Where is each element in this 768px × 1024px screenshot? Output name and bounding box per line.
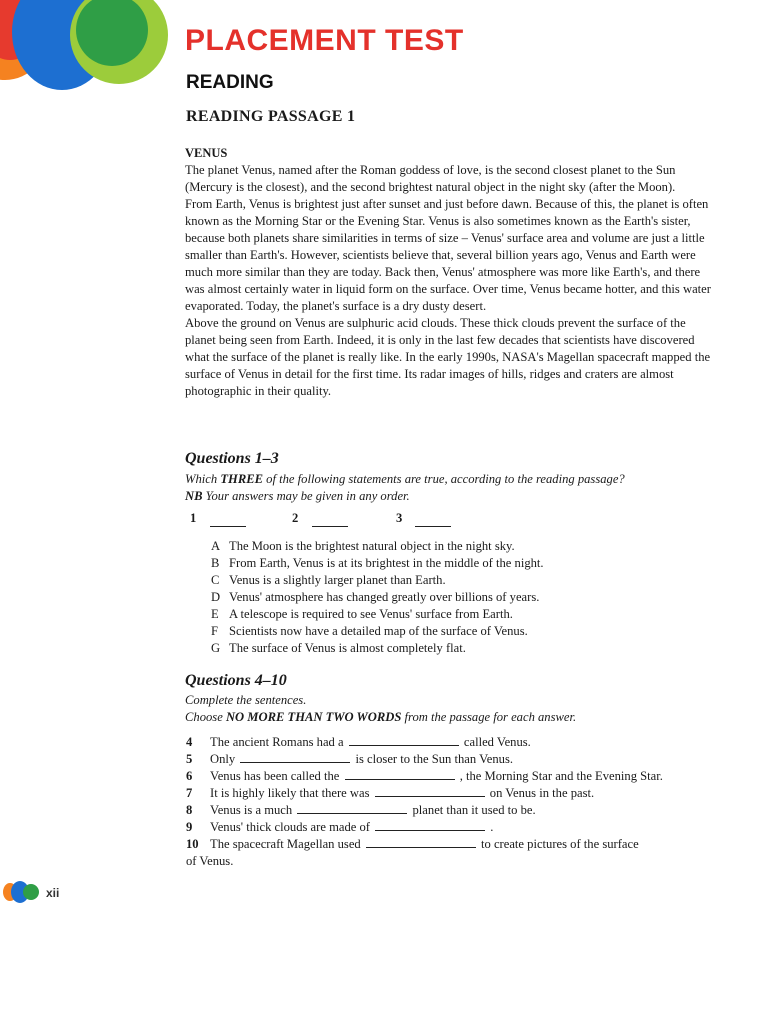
- answer-blank-2[interactable]: [312, 526, 348, 527]
- instruction-line: Complete the sentences.: [185, 693, 307, 707]
- option-b: B From Earth, Venus is at its brightest in the middle of the night.: [211, 556, 544, 570]
- answer-number: 1: [190, 511, 197, 525]
- sentence-9: 9 Venus' thick clouds are made of .: [186, 820, 494, 834]
- statement-options: [211, 538, 544, 657]
- questions-1-3-heading: Questions 1–3: [185, 450, 279, 467]
- answer-gap[interactable]: [375, 785, 485, 797]
- answer-gap[interactable]: [366, 836, 476, 848]
- passage-heading: READING PASSAGE 1: [186, 108, 356, 125]
- instruction-line: Which THREE of the following statements are true, according to the reading passage?: [185, 472, 625, 486]
- reading-passage: [185, 145, 715, 400]
- instruction-line: Choose NO MORE THAN TWO WORDS from the passage for each answer.: [185, 710, 577, 724]
- footer-circles: [3, 880, 41, 906]
- sentence-7: 7 It is highly likely that there was on Venus in the past.: [186, 786, 595, 800]
- sentence-6: 6 Venus has been called the , the Morning Star and the Evening Star.: [186, 769, 663, 783]
- answer-gap[interactable]: [375, 819, 485, 831]
- passage-paragraph: The planet Venus, named after the Roman goddess of love, is the second closest planet to the Sun (Mercury is the closest), and the second brightest natural object in the night sky (after the Moon).: [185, 163, 676, 194]
- questions-4-10-heading: Questions 4–10: [185, 672, 287, 689]
- option-c: C Venus is a slightly larger planet than Earth.: [211, 573, 446, 587]
- sentence-5: 5 Only is closer to the Sun than Venus.: [186, 752, 514, 766]
- green-dot: [23, 884, 39, 900]
- questions-1-3-instructions: [185, 471, 625, 505]
- answer-blank-3[interactable]: [415, 526, 451, 527]
- page-number: xii: [46, 886, 60, 900]
- answer-gap[interactable]: [345, 768, 455, 780]
- answer-gap[interactable]: [349, 734, 459, 746]
- passage-paragraph: Above the ground on Venus are sulphuric acid clouds. These thick clouds prevent the surface of the planet being seen from Earth. Indeed, it is only in the last few decades that scientists have discovered what the surface of the planet is really like. In the early 1990s, NASA's Magellan spacecraft mapped the surface of Venus in detail for the first time. Its radar images of hills, ridges and craters are almost photographic in their quality.: [185, 316, 711, 398]
- option-d: D Venus' atmosphere has changed greatly over billions of years.: [211, 590, 540, 604]
- nb-line: NB Your answers may be given in any order.: [185, 489, 410, 503]
- answer-number: 3: [396, 511, 403, 525]
- option-g: G The surface of Venus is almost completely flat.: [211, 641, 466, 655]
- option-e: E A telescope is required to see Venus' surface from Earth.: [211, 607, 513, 621]
- answer-blank-1[interactable]: [210, 526, 246, 527]
- sentence-8: 8 Venus is a much planet than it used to be.: [186, 803, 536, 817]
- option-a: A The Moon is the brightest natural object in the night sky.: [211, 539, 515, 553]
- passage-title: VENUS: [185, 146, 228, 160]
- option-f: F Scientists now have a detailed map of the surface of Venus.: [211, 624, 528, 638]
- answer-number: 2: [292, 511, 299, 525]
- page-title: PLACEMENT TEST: [185, 24, 464, 57]
- answer-gap[interactable]: [297, 802, 407, 814]
- questions-4-10-instructions: [185, 692, 576, 726]
- sentence-10-continuation: of Venus.: [186, 854, 234, 868]
- answer-gap[interactable]: [240, 751, 350, 763]
- sentence-4: 4 The ancient Romans had a called Venus.: [186, 735, 531, 749]
- sentence-10: 10 The spacecraft Magellan used to create pictures of the surface: [186, 837, 639, 851]
- decorative-circles: [0, 0, 180, 100]
- passage-paragraph: From Earth, Venus is brightest just after sunset and just before dawn. Because of this, the planet is often known as the Morning Star or the Evening Star. Venus is also sometimes known as the Earth's sister, because both planets share similarities in terms of size – Venus' surface area and volume are just a little smaller than Earth's. However, scientists believe that, several billion years ago, Venus and Earth were much more similar than they are today. Back then, Venus' atmosphere was more like Earth's, and there was almost certainly water in liquid form on the surface. Over time, Venus became hotter, and this water evaporated. Today, the planet's surface is a dry dusty desert.: [185, 197, 711, 313]
- section-heading: READING: [186, 72, 274, 93]
- sentence-completion-list: [186, 734, 706, 870]
